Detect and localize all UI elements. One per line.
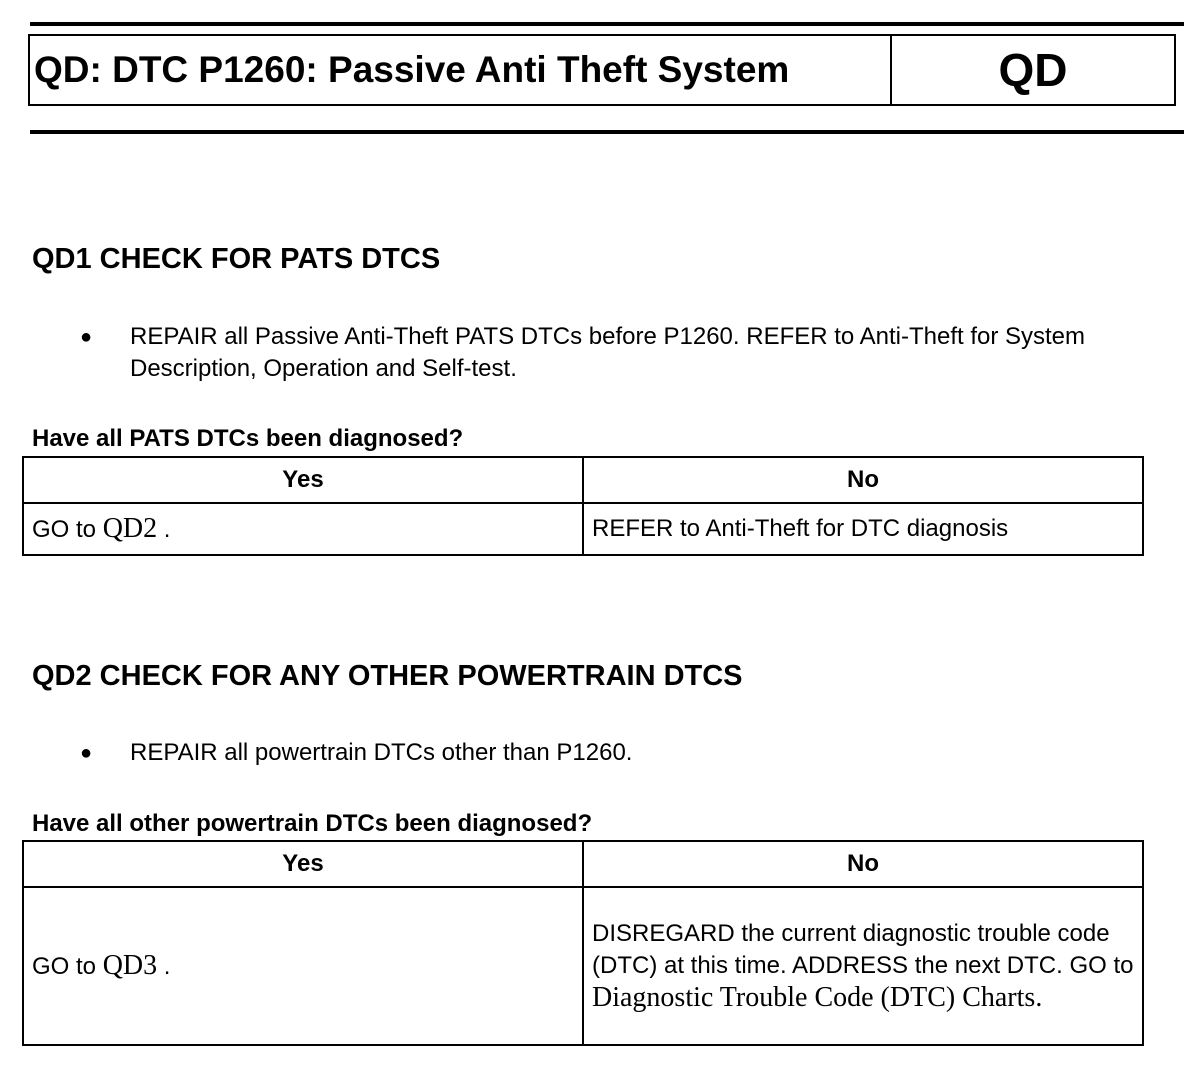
table-row <box>23 887 1143 1045</box>
no-header: No <box>583 841 1143 887</box>
qd2-link[interactable]: QD2 <box>102 513 158 544</box>
yes-suffix: . <box>157 953 171 980</box>
bullet-text: REPAIR all powertrain DTCs other than P1260. <box>130 739 633 766</box>
question-qd1: Have all PATS DTCs been diagnosed? <box>32 425 464 452</box>
no-text: REFER to Anti-Theft for DTC diagnosis <box>592 515 1009 542</box>
no-cell <box>583 503 1143 555</box>
yes-header: Yes <box>23 457 583 503</box>
no-suffix: . <box>1035 981 1043 1013</box>
answer-table-qd1 <box>22 456 1144 556</box>
section-heading-qd1: QD1 CHECK FOR PATS DTCS <box>32 243 441 275</box>
page-title: QD: DTC P1260: Passive Anti Theft System <box>30 36 892 104</box>
section-heading-qd2: QD2 CHECK FOR ANY OTHER POWERTRAIN DTCS <box>32 660 743 692</box>
bullet-item-qd1 <box>80 321 1160 385</box>
bullet-item-qd2 <box>80 737 1160 769</box>
yes-prefix: GO to <box>32 953 103 980</box>
table-row <box>23 503 1143 555</box>
no-cell <box>583 887 1143 1045</box>
yes-suffix: . <box>157 516 171 543</box>
no-header: No <box>583 457 1143 503</box>
yes-cell <box>23 887 583 1045</box>
yes-prefix: GO to <box>32 516 103 543</box>
section-code: QD <box>998 44 1068 96</box>
dtc-charts-link[interactable]: Diagnostic Trouble Code (DTC) Charts <box>592 981 1036 1013</box>
bullet-icon: ● <box>80 326 93 348</box>
no-text: DISREGARD the current diagnostic trouble code (DTC) at this time. ADDRESS the next DTC. GO to <box>592 919 1134 979</box>
top-rule <box>30 22 1184 26</box>
yes-cell <box>23 503 583 555</box>
table-header-row <box>23 457 1143 503</box>
bullet-icon: ● <box>80 742 93 764</box>
table-header-row <box>23 841 1143 887</box>
header-box <box>28 34 1176 106</box>
qd3-link[interactable]: QD3 <box>102 950 158 981</box>
yes-header: Yes <box>23 841 583 887</box>
question-qd2: Have all other powertrain DTCs been diagnosed? <box>32 810 593 837</box>
bullet-text: REPAIR all Passive Anti-Theft PATS DTCs before P1260. REFER to Anti-Theft for System Description, Operation and Self-test. <box>130 323 1086 382</box>
bottom-rule <box>30 130 1184 134</box>
answer-table-qd2 <box>22 840 1144 1046</box>
